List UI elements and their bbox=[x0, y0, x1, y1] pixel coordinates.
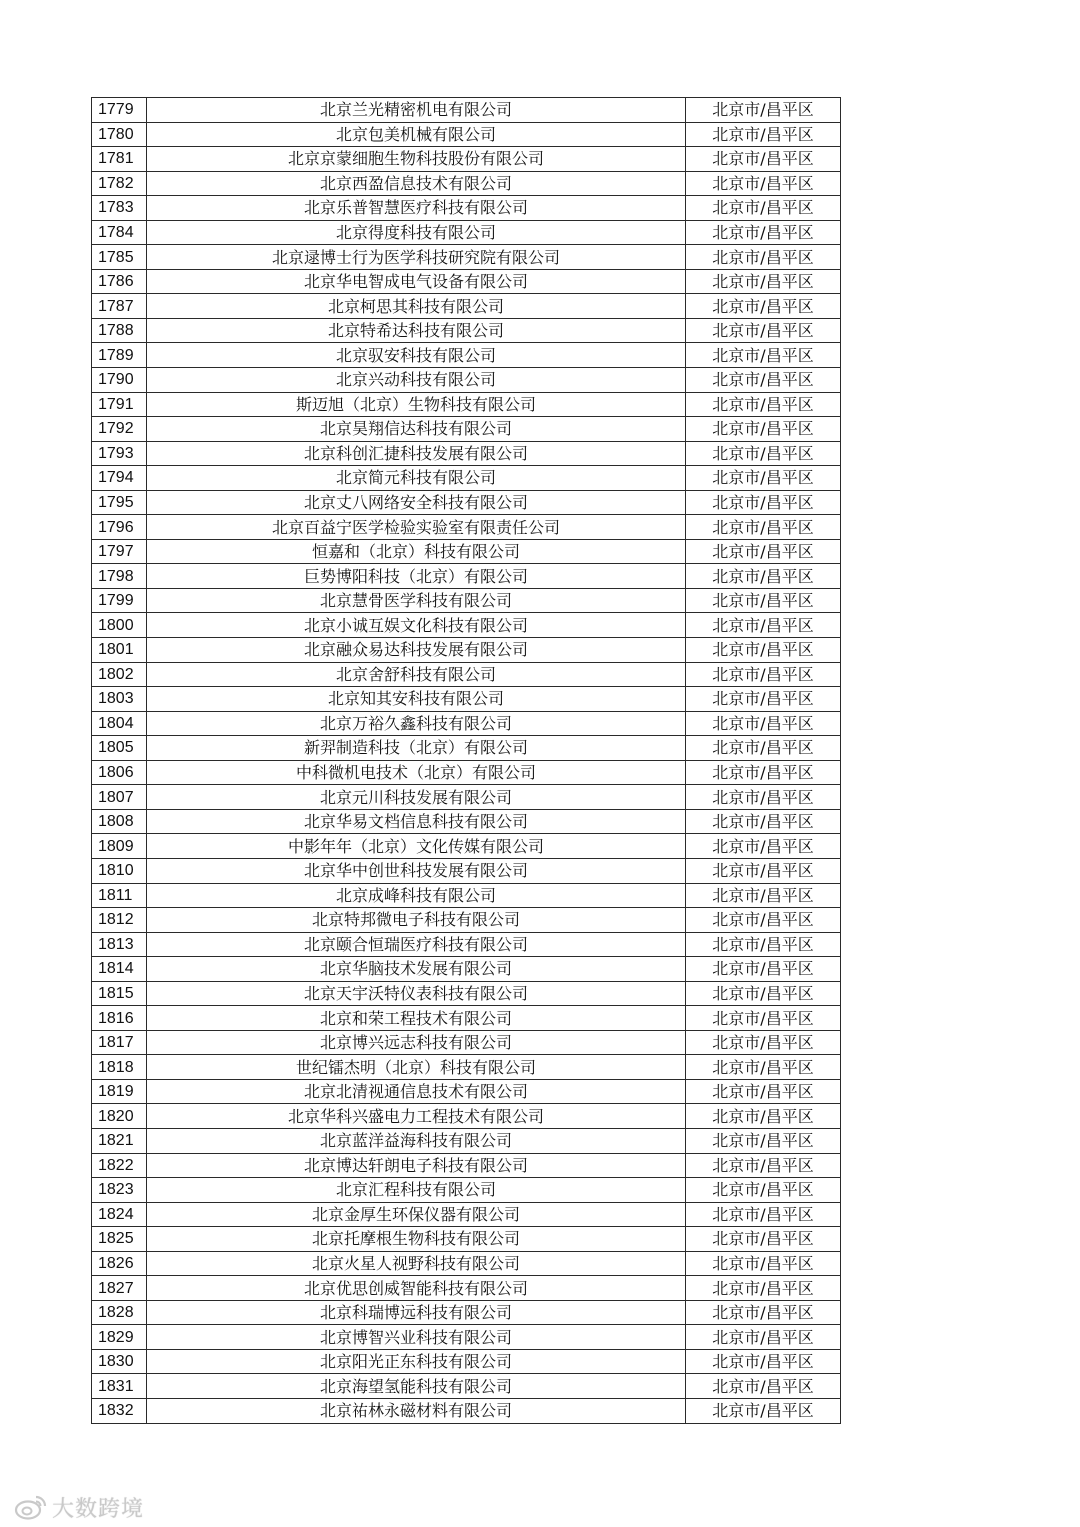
table-row bbox=[92, 294, 841, 319]
table-row bbox=[92, 809, 841, 834]
company-region: 北京市/昌平区 bbox=[686, 294, 841, 319]
row-number: 1821 bbox=[92, 1128, 147, 1153]
table-row bbox=[92, 392, 841, 417]
table-row bbox=[92, 981, 841, 1006]
row-number: 1829 bbox=[92, 1325, 147, 1350]
company-region: 北京市/昌平区 bbox=[686, 441, 841, 466]
row-number: 1803 bbox=[92, 687, 147, 712]
company-name: 北京知其安科技有限公司 bbox=[147, 687, 686, 712]
company-name: 北京兴动科技有限公司 bbox=[147, 368, 686, 393]
company-name: 北京得度科技有限公司 bbox=[147, 220, 686, 245]
row-number: 1823 bbox=[92, 1178, 147, 1203]
row-number: 1813 bbox=[92, 932, 147, 957]
row-number: 1789 bbox=[92, 343, 147, 368]
row-number: 1807 bbox=[92, 785, 147, 810]
company-name: 北京蓝洋益海科技有限公司 bbox=[147, 1128, 686, 1153]
company-region: 北京市/昌平区 bbox=[686, 539, 841, 564]
row-number: 1805 bbox=[92, 736, 147, 761]
table-row bbox=[92, 1178, 841, 1203]
row-number: 1817 bbox=[92, 1030, 147, 1055]
company-name: 中影年年（北京）文化传媒有限公司 bbox=[147, 834, 686, 859]
row-number: 1831 bbox=[92, 1374, 147, 1399]
table-row bbox=[92, 638, 841, 663]
company-name: 北京小诚互娱文化科技有限公司 bbox=[147, 613, 686, 638]
table-row bbox=[92, 1349, 841, 1374]
company-name: 北京金厚生环保仪器有限公司 bbox=[147, 1202, 686, 1227]
table-row bbox=[92, 220, 841, 245]
row-number: 1816 bbox=[92, 1006, 147, 1031]
company-region: 北京市/昌平区 bbox=[686, 957, 841, 982]
table-row bbox=[92, 98, 841, 123]
company-name: 北京特邦微电子科技有限公司 bbox=[147, 908, 686, 933]
table-row bbox=[92, 368, 841, 393]
table-row bbox=[92, 147, 841, 172]
table-row bbox=[92, 1079, 841, 1104]
company-region: 北京市/昌平区 bbox=[686, 785, 841, 810]
company-name: 北京科瑞博远科技有限公司 bbox=[147, 1300, 686, 1325]
table-row bbox=[92, 883, 841, 908]
row-number: 1796 bbox=[92, 515, 147, 540]
table-row bbox=[92, 515, 841, 540]
company-region: 北京市/昌平区 bbox=[686, 1398, 841, 1423]
table-row bbox=[92, 122, 841, 147]
company-region: 北京市/昌平区 bbox=[686, 1178, 841, 1203]
company-name: 北京特希达科技有限公司 bbox=[147, 318, 686, 343]
table-row bbox=[92, 417, 841, 442]
company-name: 北京简元科技有限公司 bbox=[147, 466, 686, 491]
table-row bbox=[92, 785, 841, 810]
company-name: 北京万裕久鑫科技有限公司 bbox=[147, 711, 686, 736]
row-number: 1827 bbox=[92, 1276, 147, 1301]
row-number: 1779 bbox=[92, 98, 147, 123]
table-row bbox=[92, 932, 841, 957]
row-number: 1830 bbox=[92, 1349, 147, 1374]
company-region: 北京市/昌平区 bbox=[686, 147, 841, 172]
company-name: 北京博兴远志科技有限公司 bbox=[147, 1030, 686, 1055]
company-name: 北京华易文档信息科技有限公司 bbox=[147, 809, 686, 834]
company-region: 北京市/昌平区 bbox=[686, 638, 841, 663]
row-number: 1820 bbox=[92, 1104, 147, 1129]
table-row bbox=[92, 687, 841, 712]
company-region: 北京市/昌平区 bbox=[686, 171, 841, 196]
table-row bbox=[92, 858, 841, 883]
table-row bbox=[92, 736, 841, 761]
company-region: 北京市/昌平区 bbox=[686, 662, 841, 687]
row-number: 1798 bbox=[92, 564, 147, 589]
table-row bbox=[92, 539, 841, 564]
company-name: 北京融众易达科技发展有限公司 bbox=[147, 638, 686, 663]
company-name: 北京百益宁医学检验实验室有限责任公司 bbox=[147, 515, 686, 540]
company-name: 北京祐林永磁材料有限公司 bbox=[147, 1398, 686, 1423]
row-number: 1825 bbox=[92, 1227, 147, 1252]
company-name: 北京舍舒科技有限公司 bbox=[147, 662, 686, 687]
table-row bbox=[92, 588, 841, 613]
row-number: 1800 bbox=[92, 613, 147, 638]
row-number: 1804 bbox=[92, 711, 147, 736]
company-name: 巨势博阳科技（北京）有限公司 bbox=[147, 564, 686, 589]
company-name: 北京天宇沃特仪表科技有限公司 bbox=[147, 981, 686, 1006]
company-region: 北京市/昌平区 bbox=[686, 687, 841, 712]
row-number: 1812 bbox=[92, 908, 147, 933]
company-region: 北京市/昌平区 bbox=[686, 196, 841, 221]
table-row bbox=[92, 1153, 841, 1178]
table-row bbox=[92, 1398, 841, 1423]
company-region: 北京市/昌平区 bbox=[686, 269, 841, 294]
table-row bbox=[92, 711, 841, 736]
company-name: 恒嘉和（北京）科技有限公司 bbox=[147, 539, 686, 564]
table-row bbox=[92, 1055, 841, 1080]
company-name: 北京华中创世科技发展有限公司 bbox=[147, 858, 686, 883]
table-row bbox=[92, 318, 841, 343]
company-region: 北京市/昌平区 bbox=[686, 908, 841, 933]
company-region: 北京市/昌平区 bbox=[686, 343, 841, 368]
row-number: 1815 bbox=[92, 981, 147, 1006]
table-row bbox=[92, 957, 841, 982]
row-number: 1814 bbox=[92, 957, 147, 982]
table-row bbox=[92, 196, 841, 221]
company-region: 北京市/昌平区 bbox=[686, 1030, 841, 1055]
row-number: 1801 bbox=[92, 638, 147, 663]
table-row bbox=[92, 1030, 841, 1055]
table-row bbox=[92, 1227, 841, 1252]
company-region: 北京市/昌平区 bbox=[686, 515, 841, 540]
row-number: 1780 bbox=[92, 122, 147, 147]
table-row bbox=[92, 564, 841, 589]
company-name: 北京慧骨医学科技有限公司 bbox=[147, 588, 686, 613]
table-row bbox=[92, 171, 841, 196]
row-number: 1793 bbox=[92, 441, 147, 466]
company-region: 北京市/昌平区 bbox=[686, 858, 841, 883]
row-number: 1781 bbox=[92, 147, 147, 172]
company-name: 北京乐普智慧医疗科技有限公司 bbox=[147, 196, 686, 221]
row-number: 1810 bbox=[92, 858, 147, 883]
row-number: 1832 bbox=[92, 1398, 147, 1423]
company-name: 北京火星人视野科技有限公司 bbox=[147, 1251, 686, 1276]
company-region: 北京市/昌平区 bbox=[686, 1300, 841, 1325]
row-number: 1791 bbox=[92, 392, 147, 417]
company-name: 北京颐合恒瑞医疗科技有限公司 bbox=[147, 932, 686, 957]
company-name: 北京科创汇捷科技发展有限公司 bbox=[147, 441, 686, 466]
company-region: 北京市/昌平区 bbox=[686, 711, 841, 736]
company-region: 北京市/昌平区 bbox=[686, 1128, 841, 1153]
company-name: 北京和荣工程技术有限公司 bbox=[147, 1006, 686, 1031]
company-name: 北京驭安科技有限公司 bbox=[147, 343, 686, 368]
table-row bbox=[92, 834, 841, 859]
company-name: 北京托摩根生物科技有限公司 bbox=[147, 1227, 686, 1252]
company-name: 新羿制造科技（北京）有限公司 bbox=[147, 736, 686, 761]
company-name: 斯迈旭（北京）生物科技有限公司 bbox=[147, 392, 686, 417]
table-row bbox=[92, 466, 841, 491]
company-region: 北京市/昌平区 bbox=[686, 1276, 841, 1301]
table-row bbox=[92, 1104, 841, 1129]
company-name: 北京柯思其科技有限公司 bbox=[147, 294, 686, 319]
company-region: 北京市/昌平区 bbox=[686, 1153, 841, 1178]
row-number: 1795 bbox=[92, 490, 147, 515]
table-row bbox=[92, 269, 841, 294]
company-region: 北京市/昌平区 bbox=[686, 1079, 841, 1104]
table-row bbox=[92, 441, 841, 466]
table-row bbox=[92, 1202, 841, 1227]
company-name: 北京北清视通信息技术有限公司 bbox=[147, 1079, 686, 1104]
company-region: 北京市/昌平区 bbox=[686, 1055, 841, 1080]
row-number: 1822 bbox=[92, 1153, 147, 1178]
company-name: 北京西盈信息技术有限公司 bbox=[147, 171, 686, 196]
company-region: 北京市/昌平区 bbox=[686, 1104, 841, 1129]
company-name: 北京逯博士行为医学科技研究院有限公司 bbox=[147, 245, 686, 270]
company-region: 北京市/昌平区 bbox=[686, 809, 841, 834]
row-number: 1818 bbox=[92, 1055, 147, 1080]
company-region: 北京市/昌平区 bbox=[686, 1006, 841, 1031]
company-name: 北京优思创威智能科技有限公司 bbox=[147, 1276, 686, 1301]
row-number: 1790 bbox=[92, 368, 147, 393]
table-row bbox=[92, 1325, 841, 1350]
company-name: 世纪镭杰明（北京）科技有限公司 bbox=[147, 1055, 686, 1080]
company-region: 北京市/昌平区 bbox=[686, 98, 841, 123]
company-name: 北京昊翔信达科技有限公司 bbox=[147, 417, 686, 442]
row-number: 1826 bbox=[92, 1251, 147, 1276]
company-region: 北京市/昌平区 bbox=[686, 122, 841, 147]
row-number: 1792 bbox=[92, 417, 147, 442]
company-name: 中科微机电技术（北京）有限公司 bbox=[147, 760, 686, 785]
company-name: 北京兰光精密机电有限公司 bbox=[147, 98, 686, 123]
row-number: 1782 bbox=[92, 171, 147, 196]
company-region: 北京市/昌平区 bbox=[686, 1202, 841, 1227]
company-region: 北京市/昌平区 bbox=[686, 981, 841, 1006]
row-number: 1806 bbox=[92, 760, 147, 785]
table-row bbox=[92, 490, 841, 515]
row-number: 1824 bbox=[92, 1202, 147, 1227]
watermark-text: 大数跨境 bbox=[52, 1496, 145, 1522]
company-name: 北京包美机械有限公司 bbox=[147, 122, 686, 147]
company-name: 北京博达轩朗电子科技有限公司 bbox=[147, 1153, 686, 1178]
table-row bbox=[92, 1374, 841, 1399]
company-region: 北京市/昌平区 bbox=[686, 588, 841, 613]
company-region: 北京市/昌平区 bbox=[686, 1325, 841, 1350]
table-row bbox=[92, 1276, 841, 1301]
company-region: 北京市/昌平区 bbox=[686, 1374, 841, 1399]
company-region: 北京市/昌平区 bbox=[686, 245, 841, 270]
company-name: 北京海望氢能科技有限公司 bbox=[147, 1374, 686, 1399]
row-number: 1787 bbox=[92, 294, 147, 319]
company-region: 北京市/昌平区 bbox=[686, 1227, 841, 1252]
company-region: 北京市/昌平区 bbox=[686, 318, 841, 343]
row-number: 1809 bbox=[92, 834, 147, 859]
row-number: 1786 bbox=[92, 269, 147, 294]
row-number: 1828 bbox=[92, 1300, 147, 1325]
company-region: 北京市/昌平区 bbox=[686, 613, 841, 638]
company-name: 北京博智兴业科技有限公司 bbox=[147, 1325, 686, 1350]
row-number: 1788 bbox=[92, 318, 147, 343]
company-region: 北京市/昌平区 bbox=[686, 1349, 841, 1374]
company-region: 北京市/昌平区 bbox=[686, 760, 841, 785]
row-number: 1797 bbox=[92, 539, 147, 564]
row-number: 1808 bbox=[92, 809, 147, 834]
table-row bbox=[92, 760, 841, 785]
watermark bbox=[14, 1490, 144, 1524]
table-row bbox=[92, 662, 841, 687]
company-name: 北京京蒙细胞生物科技股份有限公司 bbox=[147, 147, 686, 172]
table-row bbox=[92, 613, 841, 638]
row-number: 1784 bbox=[92, 220, 147, 245]
company-list-body bbox=[92, 98, 841, 1424]
row-number: 1783 bbox=[92, 196, 147, 221]
row-number: 1799 bbox=[92, 588, 147, 613]
row-number: 1819 bbox=[92, 1079, 147, 1104]
row-number: 1802 bbox=[92, 662, 147, 687]
company-name: 北京汇程科技有限公司 bbox=[147, 1178, 686, 1203]
company-name: 北京阳光正东科技有限公司 bbox=[147, 1349, 686, 1374]
table-row bbox=[92, 343, 841, 368]
company-list-table bbox=[91, 97, 841, 1424]
company-region: 北京市/昌平区 bbox=[686, 883, 841, 908]
table-row bbox=[92, 1128, 841, 1153]
company-region: 北京市/昌平区 bbox=[686, 1251, 841, 1276]
company-name: 北京元川科技发展有限公司 bbox=[147, 785, 686, 810]
company-region: 北京市/昌平区 bbox=[686, 392, 841, 417]
row-number: 1794 bbox=[92, 466, 147, 491]
company-region: 北京市/昌平区 bbox=[686, 417, 841, 442]
table-row bbox=[92, 908, 841, 933]
weibo-icon bbox=[14, 1493, 48, 1521]
company-region: 北京市/昌平区 bbox=[686, 834, 841, 859]
company-name: 北京华电智成电气设备有限公司 bbox=[147, 269, 686, 294]
company-name: 北京丈八网络安全科技有限公司 bbox=[147, 490, 686, 515]
company-region: 北京市/昌平区 bbox=[686, 932, 841, 957]
company-region: 北京市/昌平区 bbox=[686, 564, 841, 589]
table-row bbox=[92, 1006, 841, 1031]
company-name: 北京华科兴盛电力工程技术有限公司 bbox=[147, 1104, 686, 1129]
company-name: 北京成峰科技有限公司 bbox=[147, 883, 686, 908]
table-row bbox=[92, 245, 841, 270]
company-region: 北京市/昌平区 bbox=[686, 220, 841, 245]
row-number: 1785 bbox=[92, 245, 147, 270]
company-region: 北京市/昌平区 bbox=[686, 368, 841, 393]
table-row bbox=[92, 1251, 841, 1276]
company-region: 北京市/昌平区 bbox=[686, 736, 841, 761]
company-name: 北京华脑技术发展有限公司 bbox=[147, 957, 686, 982]
table-row bbox=[92, 1300, 841, 1325]
company-region: 北京市/昌平区 bbox=[686, 466, 841, 491]
company-region: 北京市/昌平区 bbox=[686, 490, 841, 515]
row-number: 1811 bbox=[92, 883, 147, 908]
